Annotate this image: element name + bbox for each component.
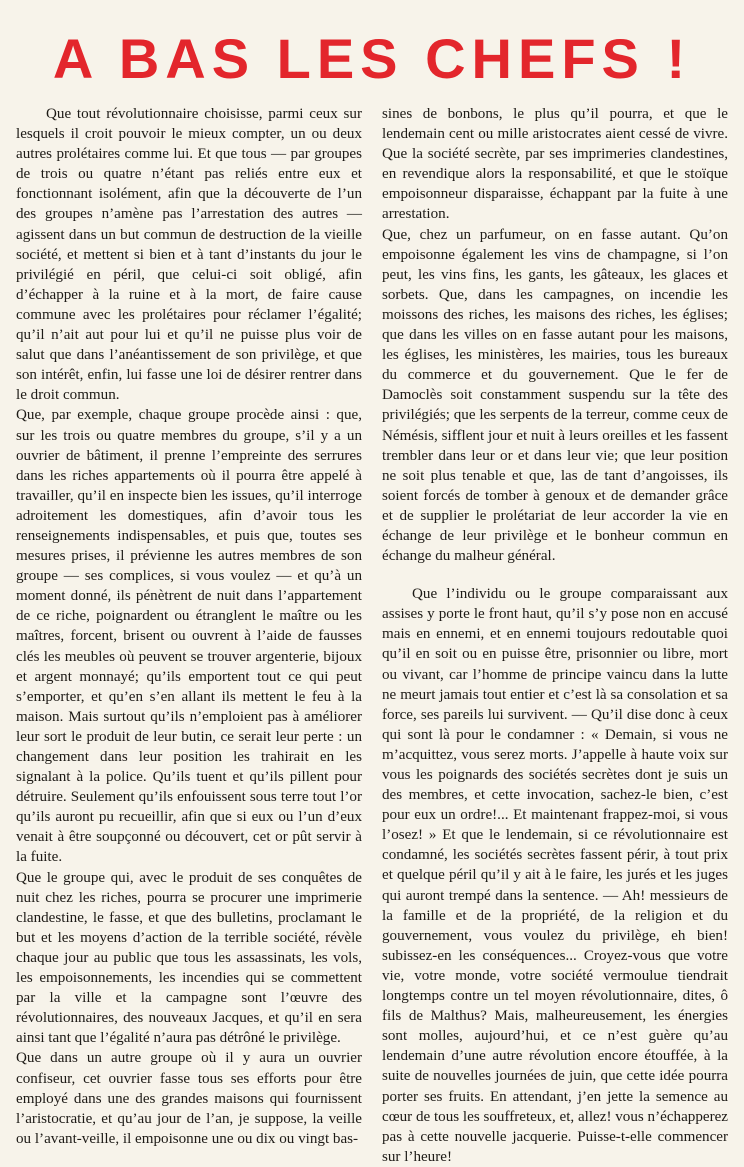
paragraph: Que l’individu ou le groupe comparaissant aux assises y porte le front haut, qu’il s’y pose non en accusé mais en ennemi, et en ennemi toujours redoutable quoi qu’il en soit ou en puisse être, prisonnier ou libre, mort ou vivant, car l’homme de principe vaincu dans la lutte ne meurt jamais tout entier et c’est là sa consolation et sa force, ses pareils lui survivent. — Qu’il dise donc à ceux qui sont là pour le condamner : « Demain, si vous ne m’acquittez, vous serez morts. J’appelle à haute voix sur vous les poignards des sociétés secrètes dont je suis un des membres, et cette invocation, sachez-le bien, c’est pour eux un ordre!... Et maintenant frappez-moi, si vous l’osez! » Et que le lendemain, si ce révolutionnaire est condamné, les sociétés secrètes fassent périr, à tout prix et quelque péril qu’il y ait à le faire, les jurés et les juges qui auront trempé dans la sentence. — Ah! messieurs de la famille et de la propriété, de la religion et du gouvernement, vous voulez du privilège, eh bien! subissez-en les conséquences... Croyez-vous que votre vie, votre monde, votre société vermoulue tiendrait longtemps contre un tel moyen révolutionnaire, dites, ô fils de Malthus? Mais, malheureusement, les énergies sont molles, aujourd’hui, et ce n’est guère qu’au lendemain d’une autre révolution encore étouffée, à la suite de nouvelles journées de juin, que cette idée pourra porter ses fruits. En attendant, j’en jette la semence au cœur de tous les souffreteux, et, allez! vous n’échapperez pas à cette nouvelle jacquerie. Puisse-t-elle commencer sur l’heure!	[382, 586, 728, 1165]
paragraph: Que, chez un parfumeur, on en fasse autant. Qu’on empoisonne également les vins de champagne, si l’on peut, les vins fins, les gants, les gâteaux, les glaces et sorbets. Que, dans les campagnes, on incendie les moissons des riches, les maisons des riches, les églises; que dans les villes on en fasse autant pour les maisons, les églises, les ministères, les mairies, tous les bureaux du commerce et du gouvernement. Que le fer de Damoclès soit constamment suspendu sur la tête des privilégiés; que les serpents de la terreur, comme ceux de Némésis, sifflent jour et nuit à leurs oreilles et les fassent trembler dans leur or et dans leur vie; que leur position ne soit plus tenable et que, las de tant d’angoisses, ils soient forcés de tomber à genoux et de demander grâce et de supplier le prolétariat de leur accorder la vie en échange de leur privilège et le bonheur commun en échange du malheur général.	[382, 226, 728, 565]
paragraph: Que, par exemple, chaque groupe procède ainsi : que, sur les trois ou quatre membres du groupe, s’il y a un ouvrier de bâtiment, il prenne l’empreinte des serrures dans les riches appartements où il pourra être appelé à travailler, qu’il en inspecte bien les issues, qu’il interroge adroitement les domestiques, afin d’avoir tous les renseignements indispensables, et puis que, toutes ses mesures prises, il prévienne les autres membres de son groupe — ses complices, si vous voulez — et qu’à un moment donné, ils pénètrent de nuit dans l’appartement de ce riche, poignardent ou étranglent le maître ou les maîtres, forcent, brisent ou ouvrent à l’aide de fausses clés les meubles où peuvent se trouver argenterie, bijoux et argent monnayé; qu’ils emportent tout ce qui peut s’emporter, et qu’en s’en allant ils mettent le feu à la maison. Mais surtout qu’ils n’emploient pas à améliorer leur sort le produit de leur butin, ce serait leur perte : un changement dans leur position les trahirait en les signalant à la police. Qu’ils tuent et qu’ils pillent pour détruire. Seulement qu’ils enfouissent sous terre tout l’or qu’ils auront pu recueillir, afin que si eux ou l’un d’eux venait à être soupçonné ou découvert, cet or pût servir à la fuite.	[16, 407, 362, 866]
paragraph: Que le groupe qui, avec le produit de ses conquêtes de nuit chez les riches, pourra se procurer une imprimerie clandestine, le fasse, et que des bulletins, proclamant le but et les moyens d’action de la terrible société, révèle chaque jour au public que tous les assassinats, les vols, les empoisonnements, les incendies qui se commettent par la ville et la campagne sont l’œuvre des révolutionnaires, des nouveaux Jacques, et qu’il en sera ainsi tant que l’égalité n’aura pas détrôné le privilège.	[16, 869, 362, 1047]
right-column	[382, 104, 728, 1167]
paragraph: Que tout révolutionnaire choisisse, parmi ceux sur lesquels il croit pouvoir le mieux compter, un ou deux autres prolétaires comme lui. Et que tous — par groupes de trois ou quatre n’étant pas reliés entre eux et fonctionnant isolément, afin que la découverte de l’un des groupes n’amène pas l’arrestation des autres — agissent dans un but commun de destruction de la vieille société, et mettent si bien et à tant d’instants du jour le privilégié en péril, que celui-ci soit obligé, afin d’échapper à la ruine et à la mort, de faire cause commune avec les prolétaires pour réclamer l’égalité; qu’il n’ait aut pour lui et qu’il ne puisse plus voir de salut que dans l’anéantissement de son privilège, et que son intérêt, enfin, lui fasse une loi de désirer rentrer dans le droit commun.	[16, 106, 362, 404]
page-title: A BAS LES CHEFS !	[52, 27, 692, 90]
paragraph: Que dans un autre groupe où il y aura un ouvrier confiseur, cet ouvrier fasse tous ses efforts pour être employé dans une des grandes maisons qui fournissent l’aristocratie, et qu’au jour de l’an, je suppose, la veille ou l’avant-veille, il empoisonne une ou dix ou vingt bas-	[16, 1050, 362, 1147]
left-column	[16, 104, 362, 1149]
paragraph: sines de bonbons, le plus qu’il pourra, et que le lendemain cent ou mille aristocrates aient cessé de vivre. Que la société secrète, par ses imprimeries clandestines, en revendique alors la responsabilité, et que le stoïque empoisonneur disparaisse, échappant par la fuite à une arrestation.	[382, 106, 728, 223]
